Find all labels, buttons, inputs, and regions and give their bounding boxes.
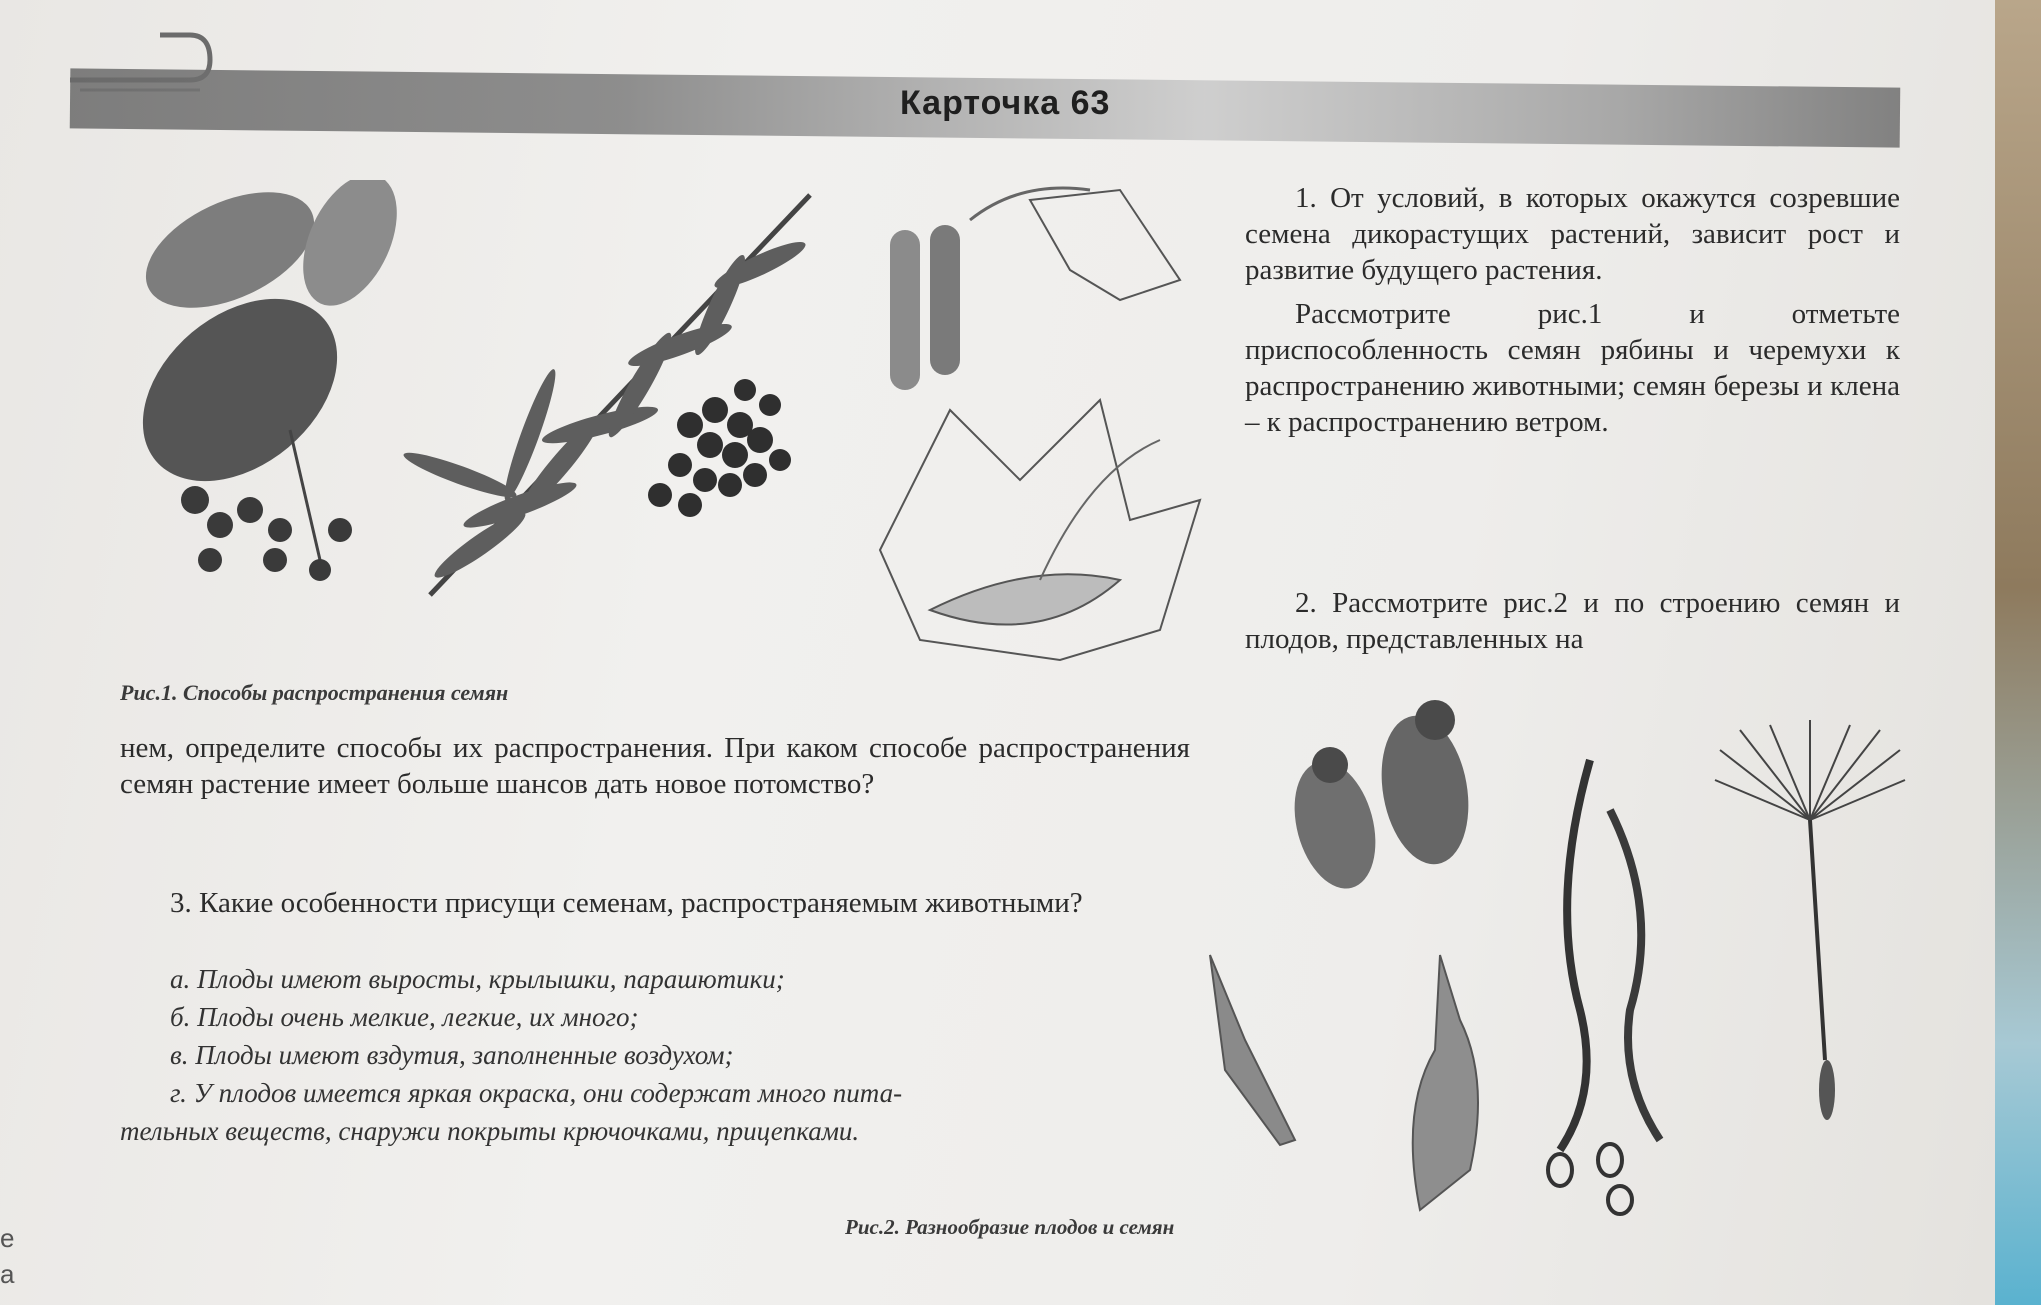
birch-catkin-icon: [870, 160, 1190, 410]
page-edge-text: [0, 1220, 14, 1292]
dandelion-seed-icon: [1710, 720, 1910, 1140]
question-2-text-cont: нем, определите способы их распространения. При каком способе распространения семян растение имеет больше шансов дать новое потомство?: [120, 732, 1190, 800]
page-edge-letter-1: е: [0, 1223, 15, 1253]
fig1-caption: Рис.1. Способы распространения семян: [120, 680, 509, 705]
answer-option-c: в. Плоды имеют вздутия, заполненные воздухом;: [170, 1040, 734, 1070]
question-1-text: 1. От условий, в которых окажутся созревшие семена дикорастущих растений, зависит рост и развитие будущего растения.: [1245, 182, 1900, 286]
page-edge-letter-2: а: [0, 1259, 15, 1289]
burdock-fruit-icon: [1280, 680, 1490, 920]
rowan-branch-icon: [390, 175, 860, 615]
question-3: [120, 885, 1190, 921]
answer-options: [120, 960, 1190, 1150]
question-1: [1245, 180, 1900, 440]
card-title: Карточка 63: [900, 84, 1111, 122]
maple-samara-icon: [860, 380, 1240, 680]
awned-seed-icon: [1380, 950, 1500, 1220]
awned-seed-icon: [1200, 950, 1310, 1150]
answer-option-d: г. У плодов имеется яркая окраска, они содержат много пита-: [170, 1078, 903, 1108]
question-2-text-start: 2. Рассмотрите рис.2 и по строению семян и плодов, представленных на: [1245, 587, 1900, 655]
question-3-text: 3. Какие особенности присущи семенам, распространяемым животными?: [170, 887, 1083, 919]
pea-pod-icon: [1520, 750, 1700, 1220]
question-2-continuation: [120, 730, 1190, 802]
question-2-start: [1245, 585, 1900, 657]
desk-background: [1995, 0, 2041, 1305]
question-1-task: Рассмотрите рис.1 и отметьте приспособленность семян рябины и черемухи к распространению животными; семян березы и клена – к распространению ветром.: [1245, 298, 1900, 438]
answer-option-d-cont: тельных веществ, снаружи покрыты крючочками, прицепками.: [120, 1116, 860, 1146]
answer-option-b: б. Плоды очень мелкие, легкие, их много;: [170, 1002, 639, 1032]
answer-option-a: а. Плоды имеют выросты, крылышки, парашютики;: [170, 964, 785, 994]
fig2-caption: Рис.2. Разнообразие плодов и семян: [845, 1215, 1175, 1239]
